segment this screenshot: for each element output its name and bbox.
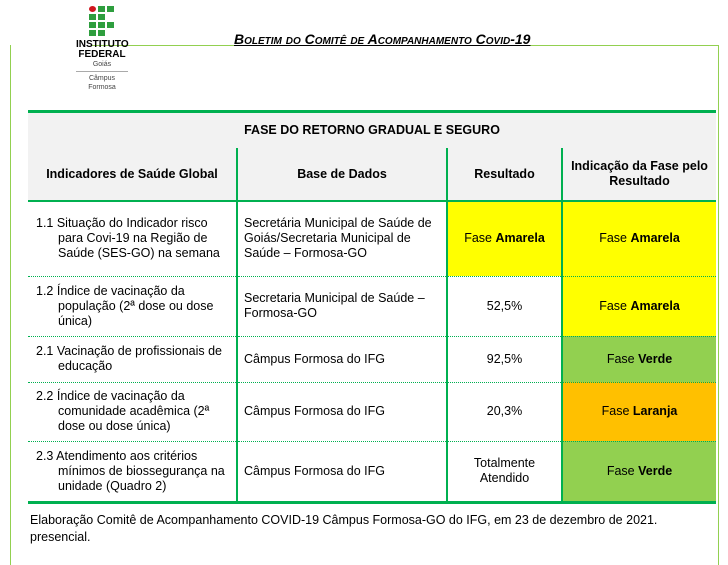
phase-table (28, 110, 716, 504)
footer-note: Elaboração Comitê de Acompanhamento COVID-19 Câmpus Formosa-GO do IFG, em 23 de dezembro de 2021. presencial. (30, 513, 658, 544)
column-header: Resultado (447, 148, 562, 201)
indicator-cell: 2.2 Índice de vacinação da comunidade acadêmica (2ª dose ou dose única) (36, 389, 210, 433)
phase-cell: Fase Amarela (562, 276, 716, 336)
logo-text: Goiás (92, 61, 112, 68)
ifg-logo (76, 6, 128, 92)
phase-cell: Fase Verde (562, 441, 716, 502)
table-caption: FASE DO RETORNO GRADUAL E SEGURO (28, 112, 716, 149)
table-row (28, 201, 716, 276)
indicator-cell: 1.1 Situação do Indicador risco para Covi-19 na Região de Saúde (SES-GO) na semana (36, 216, 220, 261)
logo-text: FEDERAL (78, 49, 126, 60)
result-cell: Totalmente Atendido (447, 441, 562, 502)
indicator-cell: 1.2 Índice de vacinação da população (2ª dose ou dose única) (36, 283, 214, 328)
column-header: Indicadores de Saúde Global (28, 148, 237, 201)
result-cell: 52,5% (447, 276, 562, 336)
phase-cell: Fase Verde (562, 336, 716, 382)
logo-campus: Câmpus (88, 75, 116, 82)
table-row (28, 382, 716, 441)
table-row (28, 276, 716, 336)
logo-text: INSTITUTO (76, 39, 129, 50)
result-cell: 92,5% (447, 336, 562, 382)
phase-cell: Fase Laranja (562, 382, 716, 441)
column-header: Base de Dados (237, 148, 447, 201)
page-title: Boletim do Comitê de Acompanhamento Covid-19 (234, 31, 531, 47)
phase-cell: Fase Amarela (562, 201, 716, 276)
source-cell: Secretaria Municipal de Saúde – Formosa-GO (237, 276, 447, 336)
source-cell: Câmpus Formosa do IFG (237, 441, 447, 502)
result-cell: Fase Amarela (447, 201, 562, 276)
logo-campus: Formosa (88, 84, 116, 91)
indicator-cell: 2.1 Vacinação de profissionais de educação (36, 344, 222, 373)
source-cell: Câmpus Formosa do IFG (237, 382, 447, 441)
table-row (28, 441, 716, 502)
column-header: Indicação da Fase pelo Resultado (562, 148, 716, 201)
logo-mark-icon (89, 6, 114, 36)
source-cell: Câmpus Formosa do IFG (237, 336, 447, 382)
result-cell: 20,3% (447, 382, 562, 441)
source-cell: Secretária Municipal de Saúde de Goiás/Secretaria Municipal de Saúde – Formosa-GO (237, 201, 447, 276)
table-row (28, 336, 716, 382)
indicator-cell: 2.3 Atendimento aos critérios mínimos de biossegurança na unidade (Quadro 2) (36, 448, 225, 493)
